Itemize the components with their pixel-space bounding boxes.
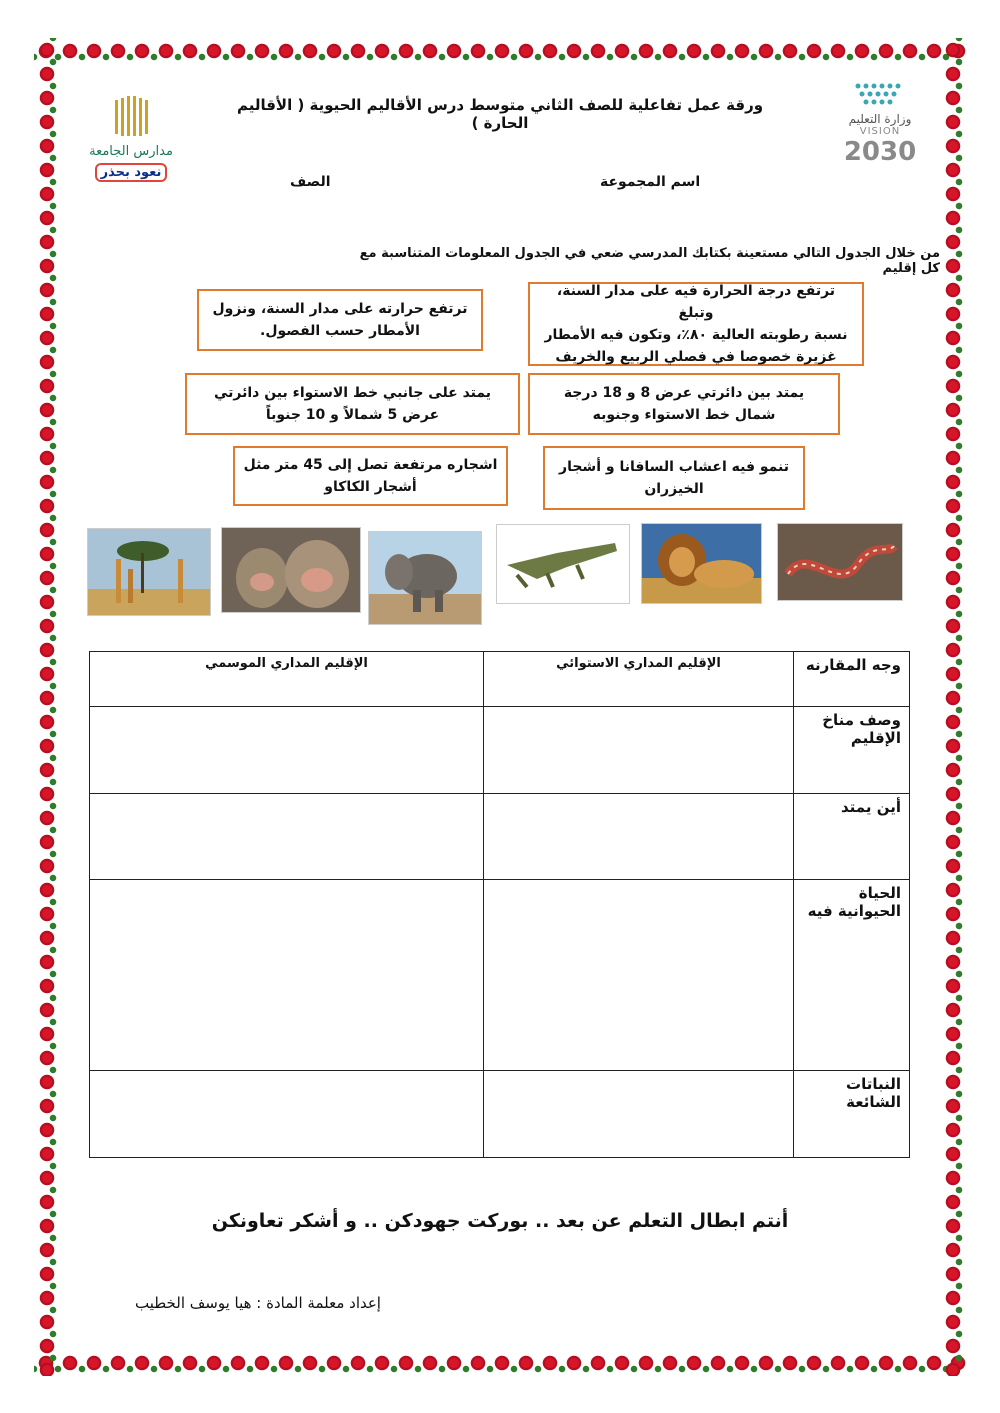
drop-cell-equatorial-climate[interactable] bbox=[484, 707, 794, 794]
lion-image[interactable] bbox=[641, 523, 762, 604]
instruction-text: من خلال الجدول التالي مستعينة بكتابك المدرسي ضعي في الجدول المعلومات المتناسبة مع كل إقليم bbox=[359, 246, 940, 276]
drop-cell-seasonal-plants[interactable] bbox=[90, 1071, 484, 1158]
drop-cell-seasonal-animals[interactable] bbox=[90, 880, 484, 1071]
info-line: يمتد على جانبي خط الاستواء بين دائرتي bbox=[213, 385, 492, 401]
table-header-row bbox=[90, 652, 910, 707]
info-box-equatorial-plants[interactable] bbox=[233, 446, 508, 506]
info-line: الخيزران bbox=[644, 481, 704, 497]
floral-border-left bbox=[34, 38, 60, 1376]
school-name: مدارس الجامعة bbox=[89, 144, 173, 159]
floral-border-top bbox=[34, 38, 966, 64]
floral-border-bottom bbox=[34, 1350, 966, 1376]
info-box-seasonal-climate[interactable] bbox=[197, 289, 483, 351]
snake-image[interactable] bbox=[777, 523, 903, 601]
table-row bbox=[90, 707, 910, 794]
info-line: نسبة رطوبته العالية ٨٠٪، وتكون فيه الأمطار bbox=[544, 327, 848, 343]
closing-message: أنتم ابطال التعلم عن بعد .. بوركت جهودكن .. و أشكر تعاونكن bbox=[211, 1210, 789, 1232]
ministry-logo bbox=[830, 80, 930, 190]
info-line: تنمو فيه اعشاب السافانا و أشجار bbox=[559, 459, 789, 475]
drop-cell-equatorial-plants[interactable] bbox=[484, 1071, 794, 1158]
drop-cell-equatorial-location[interactable] bbox=[484, 794, 794, 880]
info-line: اشجاره مرتفعة تصل إلى 45 متر مثل bbox=[243, 457, 498, 473]
info-line: غزيرة خصوصا في فصلي الربيع والخريف bbox=[555, 349, 837, 365]
info-box-seasonal-plants[interactable] bbox=[543, 446, 805, 510]
return-badge: نعود بحذر bbox=[95, 163, 168, 182]
header-seasonal: الإقليم المداري الموسمي bbox=[90, 652, 484, 707]
ministry-name: وزارة التعليم bbox=[848, 112, 912, 126]
header-equatorial: الإقليم المداري الاستوائي bbox=[484, 652, 794, 707]
header-aspect: وجه المقارنه bbox=[794, 652, 910, 707]
row-label-location: أين يمتد bbox=[794, 794, 910, 880]
comparison-table bbox=[89, 651, 910, 1158]
group-name-label: اسم المجموعة bbox=[600, 174, 701, 190]
author-credit: إعداد معلمة المادة : هيا يوسف الخطيب bbox=[135, 1294, 381, 1312]
giraffes-image[interactable] bbox=[87, 528, 211, 616]
table-row bbox=[90, 794, 910, 880]
drop-cell-seasonal-location[interactable] bbox=[90, 794, 484, 880]
table-row bbox=[90, 1071, 910, 1158]
row-label-plants: النباتات الشائعة bbox=[794, 1071, 910, 1158]
floral-border-right bbox=[940, 38, 966, 1376]
school-emblem-icon bbox=[109, 96, 153, 140]
monkeys-image[interactable] bbox=[221, 527, 361, 613]
info-line: يمتد بين دائرتي عرض 8 و 18 درجة bbox=[563, 385, 805, 401]
drop-cell-equatorial-animals[interactable] bbox=[484, 880, 794, 1071]
worksheet-title: ورقة عمل تفاعلية للصف الثاني متوسط درس الأقاليم الحيوية ( الأقاليم الحارة ) bbox=[236, 96, 764, 132]
info-box-equatorial-climate[interactable] bbox=[528, 282, 864, 366]
class-label: الصف bbox=[290, 174, 331, 190]
info-line: شمال خط الاستواء وجنوبه bbox=[592, 407, 776, 423]
vision-year: 2030 bbox=[843, 137, 917, 167]
info-box-equatorial-location[interactable] bbox=[185, 373, 520, 435]
row-label-climate: وصف مناخ الإقليم bbox=[794, 707, 910, 794]
vision-label: VISION bbox=[859, 126, 901, 137]
drop-cell-seasonal-climate[interactable] bbox=[90, 707, 484, 794]
ministry-dots-icon bbox=[850, 80, 910, 108]
elephant-image[interactable] bbox=[368, 531, 482, 625]
table-row bbox=[90, 880, 910, 1071]
info-line: ترتفع درجة الحرارة فيه على مدار السنة، وتبلغ bbox=[556, 283, 836, 321]
info-line: أشجار الكاكاو bbox=[324, 479, 417, 495]
school-logo bbox=[86, 96, 176, 211]
info-box-seasonal-location[interactable] bbox=[528, 373, 840, 435]
row-label-animals: الحياة الحيوانية فيه bbox=[794, 880, 910, 1071]
info-line: عرض 5 شمالاً و 10 جنوباً bbox=[265, 407, 440, 423]
crocodile-image[interactable] bbox=[496, 524, 630, 604]
info-line: الأمطار حسب الفصول. bbox=[260, 323, 420, 339]
info-line: ترتفع حرارته على مدار السنة، ونزول bbox=[212, 301, 468, 317]
